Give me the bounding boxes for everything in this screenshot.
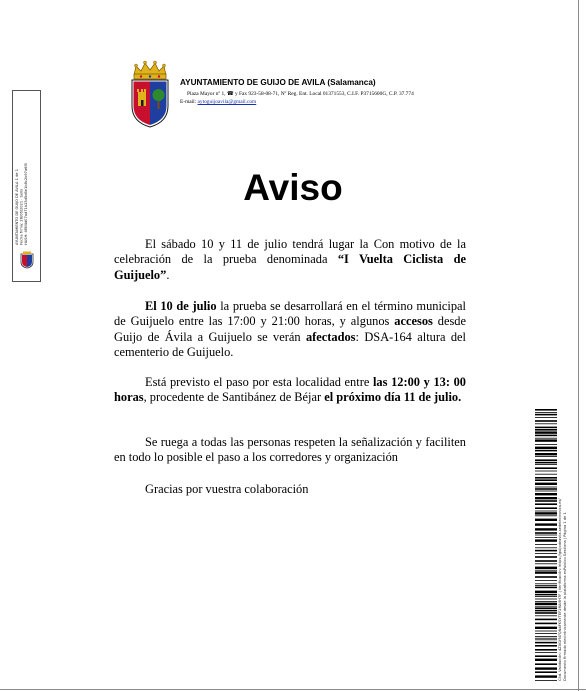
page-border-bottom [0,689,586,690]
barcode-icon [535,409,557,681]
paragraph-schedule [114,299,466,360]
p2-accesos: accesos [394,314,433,329]
paragraph-thanks [114,482,466,497]
page-border-right [578,0,579,691]
p1-text: El sábado 10 y 11 de julio tendrá lugar la Con motivo de la celebración de la prueba denominada [114,237,466,267]
email-label: E-mail: [180,99,197,105]
stamp-line-1: AYUNTAMIENTO DE GUIJO DE ÁVILA 1 de 1 [15,168,19,245]
p1-event-name: “I Vuelta Ciclista de Guijuelo” [114,252,466,282]
letterhead-email [180,98,480,106]
p3-text: Está previsto el paso por esta localidad entre [145,375,373,389]
stamp-line-2: Fecha firma: 28/06/2021 · Sello [19,188,24,245]
p2-text-2: desde Guijo de Ávila a Guijuelo se verán [114,314,466,344]
p2-text: la prueba se desarrollará en el término municipal de Guijuelo entre las 17:00 y 21:00 horas, y algunos [114,299,466,329]
letterhead [180,78,480,106]
p4-text: Se ruega a todas las personas respeten la señalización y faciliten en todo lo posible el paso a los corredores y organización [114,435,466,465]
p2-text-3: : DSA-164 altura del cementerio de Guijuelo. [114,329,466,359]
p3-text-2: , procedente de Santibánez de Béjar [143,390,325,405]
letterhead-org-name: AYUNTAMIENTO DE GUIJO DE AVILA (Salamanca) [180,78,376,87]
paragraph-request [114,435,466,466]
p5-text: Gracias por vuestra colaboración [145,482,309,496]
page-title: Aviso [243,167,343,208]
p3-date: el próximo día 11 de julio. [324,390,462,405]
municipal-crest-icon [129,60,171,128]
p3-hours: las 12:00 y 13: 00 horas [114,375,466,405]
barcode-caption [558,409,574,681]
stamp-seal-icon [19,251,35,269]
letterhead-address [187,90,480,98]
barcode-caption-line-2: Documento firmado electrónicamente desde la plataforma esPublico Gestiona | Página 1 de 1 [563,512,567,681]
phone-icon: ☎ [226,91,234,97]
paragraph-passage [114,375,466,406]
p2-afectados: afectados [305,329,356,344]
stamp-line-3: HASH: 4f5f4d07ad71b25d5d6e1b8c2b97a6f0 [24,162,29,245]
email-link[interactable]: aytoguijoavila@gmail.com [197,99,257,105]
address-prefix: Plaza Mayor nº 1, [187,91,226,97]
paragraph-event-intro [114,237,466,283]
address-rest: y Fax 923-58-08-71, Nº Reg. Ent. Local 01371553, C.I.F. P3715600G, C.P. 37.774 [234,91,414,97]
barcode-caption-line-1: Cód. Validación: 4ZXGYN7QN4FKSYTEF2MA9H7F | Verificación: https://guijodeavila.sedelectronica.es/ [558,498,562,681]
p1-end: . [166,267,170,282]
p2-date: El 10 de julio [145,299,217,313]
